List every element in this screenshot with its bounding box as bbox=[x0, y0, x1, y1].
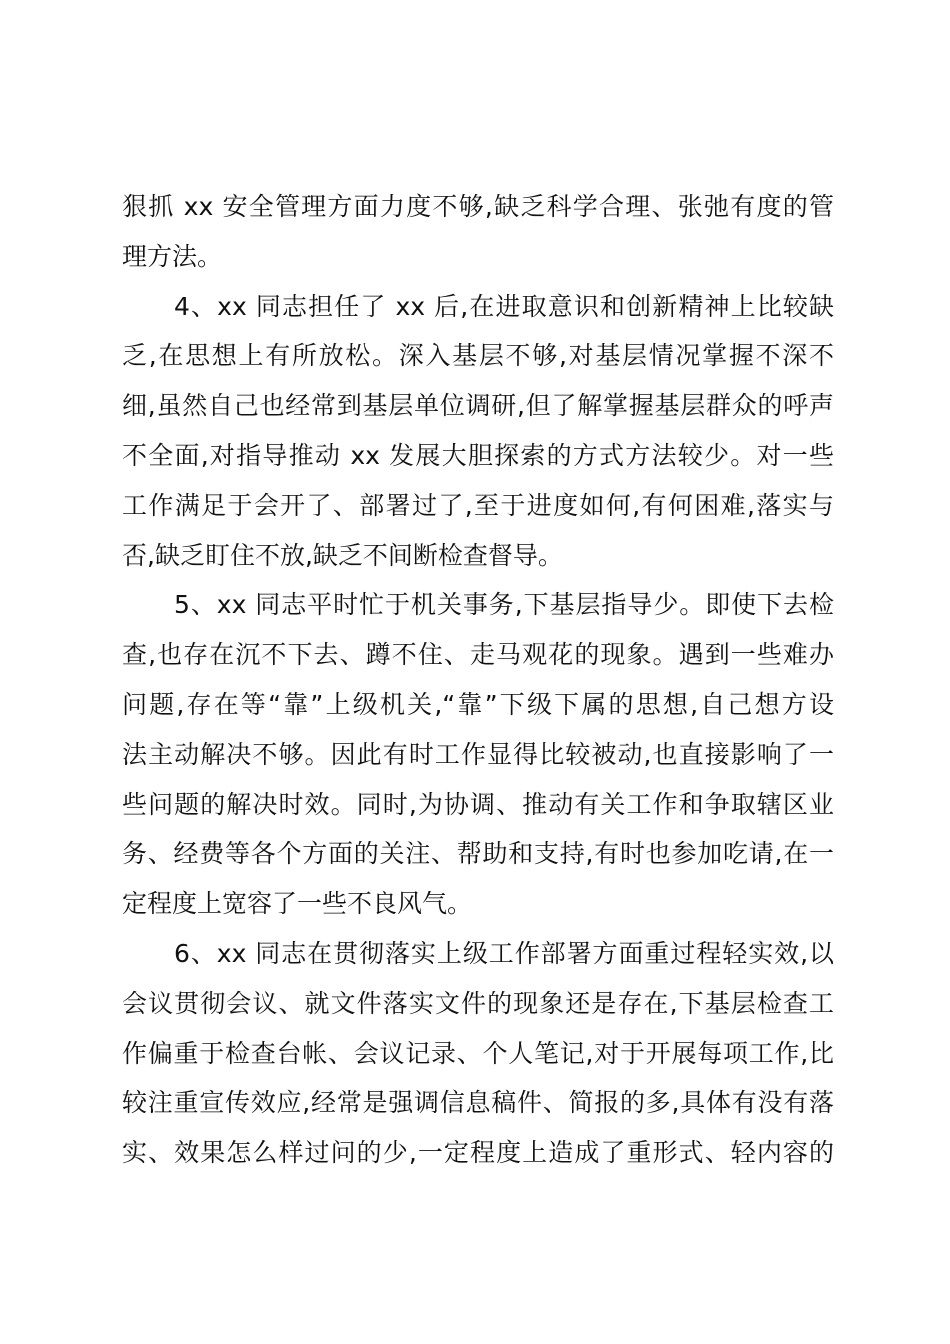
text-line: 作偏重于检查台帐、会议记录、个人笔记,对于开展每项工作,比 bbox=[122, 1038, 834, 1068]
paragraph bbox=[122, 580, 834, 929]
text-line: 实、效果怎么样过问的少,一定程度上造成了重形式、轻内容的 bbox=[122, 1138, 834, 1168]
text-line: 4、xx 同志担任了 xx 后,在进取意识和创新精神上比较缺 bbox=[174, 291, 834, 321]
text-line: 务、经费等各个方面的关注、帮助和支持,有时也参加吃请,在一 bbox=[122, 839, 834, 869]
text-line: 问题,存在等“靠”上级机关,“靠”下级下属的思想,自己想方设 bbox=[122, 689, 834, 719]
paragraph bbox=[122, 182, 834, 282]
text-line: 查,也存在沉不下去、蹲不住、走马观花的现象。遇到一些难办 bbox=[122, 640, 834, 670]
text-line: 否,缺乏盯住不放,缺乏不间断检查督导。 bbox=[122, 540, 563, 570]
paragraph bbox=[122, 282, 834, 581]
text-line: 会议贯彻会议、就文件落实文件的现象还是存在,下基层检查工 bbox=[122, 988, 834, 1018]
text-line: 5、xx 同志平时忙于机关事务,下基层指导少。即使下去检 bbox=[174, 590, 834, 620]
document-page bbox=[122, 182, 834, 1178]
text-line: 6、xx 同志在贯彻落实上级工作部署方面重过程轻实效,以 bbox=[174, 938, 834, 968]
paragraph bbox=[122, 929, 834, 1178]
text-line: 乏,在思想上有所放松。深入基层不够,对基层情况掌握不深不 bbox=[122, 341, 834, 371]
text-line: 理方法。 bbox=[122, 241, 223, 271]
text-line: 较注重宣传效应,经常是强调信息稿件、简报的多,具体有没有落 bbox=[122, 1088, 834, 1118]
text-line: 不全面,对指导推动 xx 发展大胆探索的方式方法较少。对一些 bbox=[122, 440, 834, 470]
text-line: 狠抓 xx 安全管理方面力度不够,缺乏科学合理、张弛有度的管 bbox=[122, 192, 834, 221]
text-line: 些问题的解决时效。同时,为协调、推动有关工作和争取辖区业 bbox=[122, 789, 834, 819]
text-line: 工作满足于会开了、部署过了,至于进度如何,有何困难,落实与 bbox=[122, 490, 834, 520]
text-line: 细,虽然自己也经常到基层单位调研,但了解掌握基层群众的呼声 bbox=[122, 391, 834, 421]
text-line: 定程度上宽容了一些不良风气。 bbox=[122, 889, 473, 919]
text-line: 法主动解决不够。因此有时工作显得比较被动,也直接影响了一 bbox=[122, 739, 834, 769]
